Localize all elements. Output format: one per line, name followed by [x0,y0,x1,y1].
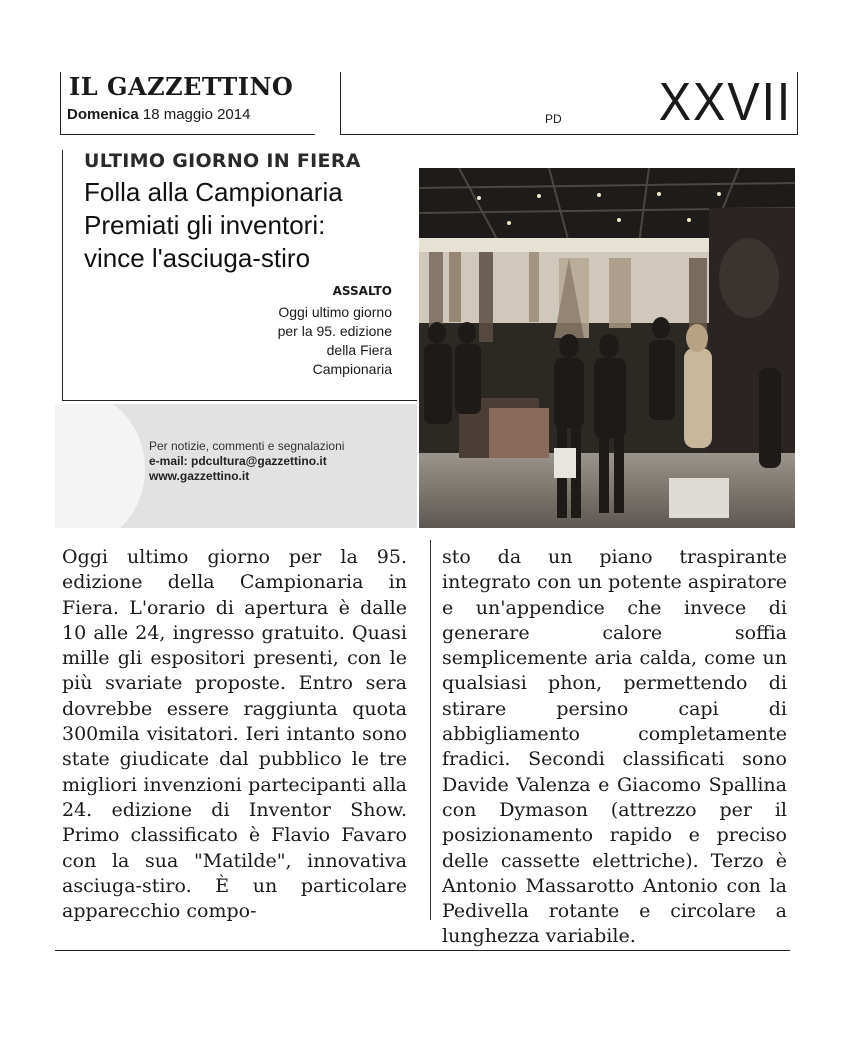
decorative-circle [55,404,145,528]
contact-box [55,404,417,528]
caption-line: per la 95. edizione [277,323,392,339]
contact-intro: Per notizie, commenti e segnalazioni [149,439,345,453]
contact-website: www.gazzettino.it [149,469,250,483]
publication-date [67,106,250,123]
article-body-right-column: sto da un piano traspirante integrato con un potente aspiratore e un'appendice che invece di generare calore soffia semplicemente aria calda, come un qualsiasi phon, permettendo di stirare persino capi di abbigliamento completamente fradici. Secondi classificati sono Davide Valenza e Giacomo Spallina con Dymason (attrezzo per il posizionamento rapido e preciso delle cassette elettriche). Terzo è Antonio Massarotto Antonio con la Pedivella rotante e circolare a lunghezza variabile. [442,546,787,948]
article-body-left-column: Oggi ultimo giorno per la 95. edizione della Campionaria in Fiera. L'orario di apertura è dalle 10 alle 24, ingresso gratuito. Quasi mille gli espositori presenti, con le più svariate proposte. Entro sera dovrebbe essere raggiunta quota 300mila visitatori. Ieri intanto sono state giudicate dal pubblico le tre migliori invenzioni partecipanti alla 24. edizione di Inventor Show. Primo classificato è Flavio Favaro con la sua "Matilde", innovativa asciuga-stiro. È un particolare apparecchio compo- [62,546,407,923]
contact-email: e-mail: pdcultura@gazzettino.it [149,454,327,468]
column-divider [430,540,431,920]
contact-info [149,439,344,484]
headline [84,176,404,275]
caption-line: della Fiera [326,342,392,358]
headline-line: Folla alla Campionaria [84,177,343,207]
section-code: PD [545,112,562,126]
caption-line: Oggi ultimo giorno [278,304,392,320]
date-day: Domenica [67,106,139,123]
newspaper-name: IL GAZZETTINO [69,72,294,101]
photo-illustration [419,168,795,528]
headline-line: vince l'asciuga-stiro [84,243,311,273]
photo-caption-title: ASSALTO [332,284,392,298]
page-number: XXVII [658,72,792,132]
headline-line: Premiati gli inventori: [84,210,326,240]
kicker: ULTIMO GIORNO IN FIERA [84,150,361,172]
photo-caption [212,303,392,379]
fair-crowd-photo [419,168,795,528]
date-rest: 18 maggio 2014 [138,106,251,123]
masthead-left-box [60,72,315,135]
caption-line: Campionaria [312,361,392,377]
bottom-rule [55,950,790,951]
